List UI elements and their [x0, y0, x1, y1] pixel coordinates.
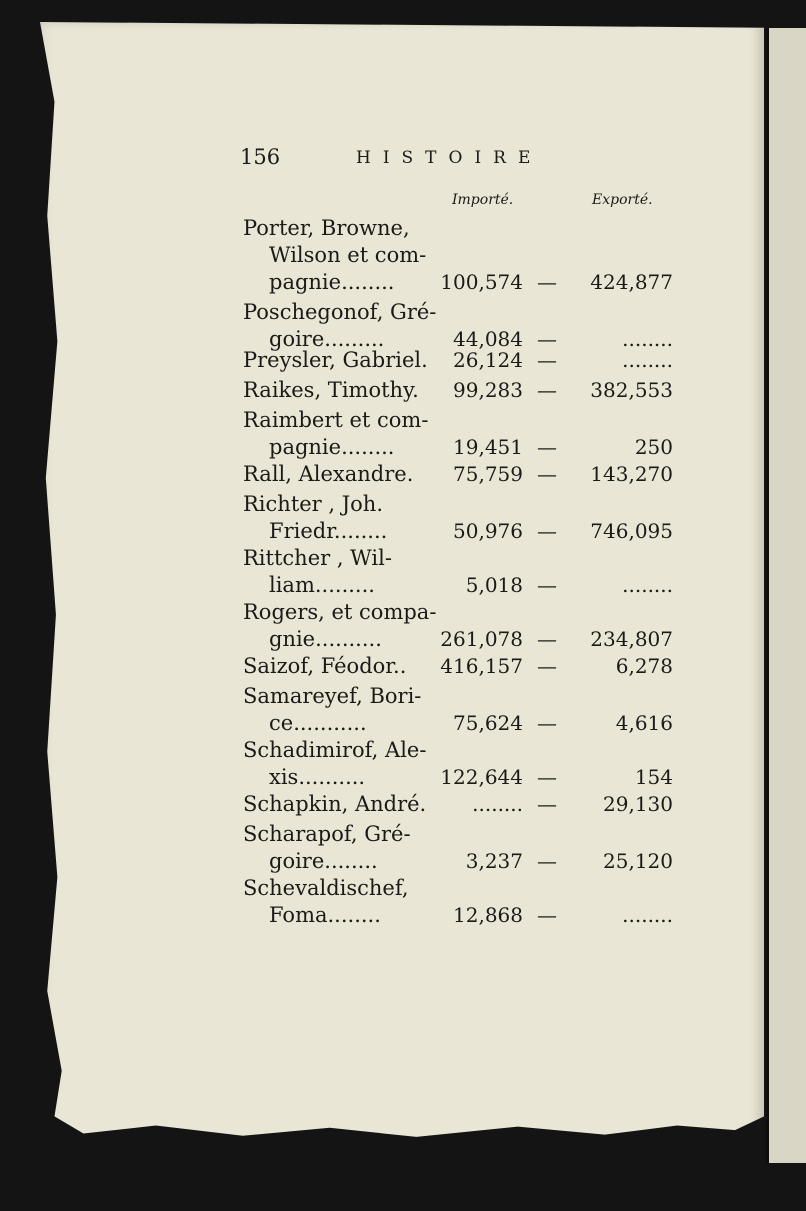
- dash-separator: —: [537, 654, 557, 678]
- merchant-name: Saizof, Féodor..: [243, 654, 407, 678]
- ledger-entry: [243, 819, 673, 877]
- imported-value: 12,868: [453, 903, 523, 927]
- merchant-name-continuation: liam.........: [269, 573, 375, 597]
- merchant-name-continuation: Wilson et com-: [269, 243, 427, 267]
- ledger-entry: [243, 543, 673, 601]
- ledger-entry: [243, 459, 673, 490]
- imported-value: 50,976: [453, 519, 523, 543]
- dash-separator: —: [537, 711, 557, 735]
- imported-value: 100,574: [440, 270, 523, 294]
- dash-separator: —: [537, 378, 557, 402]
- merchant-name-continuation: Friedr........: [269, 519, 388, 543]
- imported-value: ........: [472, 792, 523, 816]
- merchant-name-continuation: goire.........: [269, 327, 385, 351]
- imported-value: 122,644: [440, 765, 523, 789]
- merchant-name-continuation: ce...........: [269, 711, 367, 735]
- merchant-name: Richter , Joh.: [243, 492, 384, 516]
- imported-value: 75,624: [453, 711, 523, 735]
- imported-value: 3,237: [465, 849, 523, 873]
- exported-value: 4,616: [615, 711, 673, 735]
- dash-separator: —: [537, 792, 557, 816]
- merchant-name: Samareyef, Bori-: [243, 684, 422, 708]
- merchant-name: Schevaldischef,: [243, 876, 409, 900]
- merchant-name: Schadimirof, Ale-: [243, 738, 427, 762]
- dash-separator: —: [537, 519, 557, 543]
- imported-value: 19,451: [453, 435, 523, 459]
- merchant-name: Raimbert et com-: [243, 408, 429, 432]
- exported-value: 424,877: [590, 270, 673, 294]
- merchant-name-continuation: goire........: [269, 849, 378, 873]
- ledger-entry: [243, 651, 673, 682]
- ledger-entry: [243, 345, 673, 376]
- merchant-name: Rogers, et compa-: [243, 600, 437, 624]
- ledger-entry: [243, 405, 673, 463]
- merchant-name: Poschegonof, Gré-: [243, 300, 437, 324]
- merchant-name-continuation: pagnie........: [269, 435, 395, 459]
- dash-separator: —: [537, 627, 557, 651]
- ledger-entry: [243, 873, 673, 931]
- dash-separator: —: [537, 765, 557, 789]
- imported-value: 416,157: [440, 654, 523, 678]
- exported-value: ........: [622, 348, 673, 372]
- merchant-name: Rittcher , Wil-: [243, 546, 392, 570]
- exported-value: ........: [622, 573, 673, 597]
- exported-value: 25,120: [603, 849, 673, 873]
- exported-value: 29,130: [603, 792, 673, 816]
- merchant-name: Porter, Browne,: [243, 216, 410, 240]
- ledger-entry: [243, 213, 673, 298]
- imported-value: 5,018: [465, 573, 523, 597]
- running-title: HISTOIRE: [356, 148, 543, 168]
- merchant-name: Scharapof, Gré-: [243, 822, 411, 846]
- dash-separator: —: [537, 348, 557, 372]
- ledger-entry: [243, 489, 673, 547]
- exported-value: 154: [634, 765, 673, 789]
- ledger-entry: [243, 735, 673, 793]
- merchant-name: Schapkin, André.: [243, 792, 427, 816]
- exported-value: ........: [622, 327, 673, 351]
- merchant-name-continuation: Foma........: [269, 903, 381, 927]
- imported-value: 75,759: [453, 462, 523, 486]
- ledger-entry: [243, 681, 673, 739]
- dash-separator: —: [537, 435, 557, 459]
- exported-value: 746,095: [590, 519, 673, 543]
- merchant-name: Preysler, Gabriel.: [243, 348, 428, 372]
- exported-value: 250: [634, 435, 673, 459]
- dash-separator: —: [537, 573, 557, 597]
- exported-value: ........: [622, 903, 673, 927]
- exported-value: 382,553: [590, 378, 673, 402]
- merchant-name-continuation: pagnie........: [269, 270, 395, 294]
- merchant-name-continuation: xis..........: [269, 765, 366, 789]
- exported-value: 6,278: [615, 654, 673, 678]
- dash-separator: —: [537, 849, 557, 873]
- exported-value: 143,270: [590, 462, 673, 486]
- imported-value: 99,283: [453, 378, 523, 402]
- dash-separator: —: [537, 327, 557, 351]
- ledger-entry: [243, 375, 673, 406]
- ledger-entry: [243, 789, 673, 820]
- imported-value: 261,078: [440, 627, 523, 651]
- merchant-name: Rall, Alexandre.: [243, 462, 414, 486]
- imported-value: 44,084: [453, 327, 523, 351]
- imported-value: 26,124: [453, 348, 523, 372]
- dash-separator: —: [537, 462, 557, 486]
- dash-separator: —: [537, 270, 557, 294]
- column-header-imported: Importé.: [452, 192, 514, 208]
- column-header-exported: Exporté.: [592, 192, 653, 208]
- merchant-name: Raikes, Timothy.: [243, 378, 419, 402]
- dash-separator: —: [537, 903, 557, 927]
- ledger-entry: [243, 597, 673, 655]
- page-number: 156: [240, 145, 281, 169]
- merchant-name-continuation: gnie..........: [269, 627, 382, 651]
- exported-value: 234,807: [590, 627, 673, 651]
